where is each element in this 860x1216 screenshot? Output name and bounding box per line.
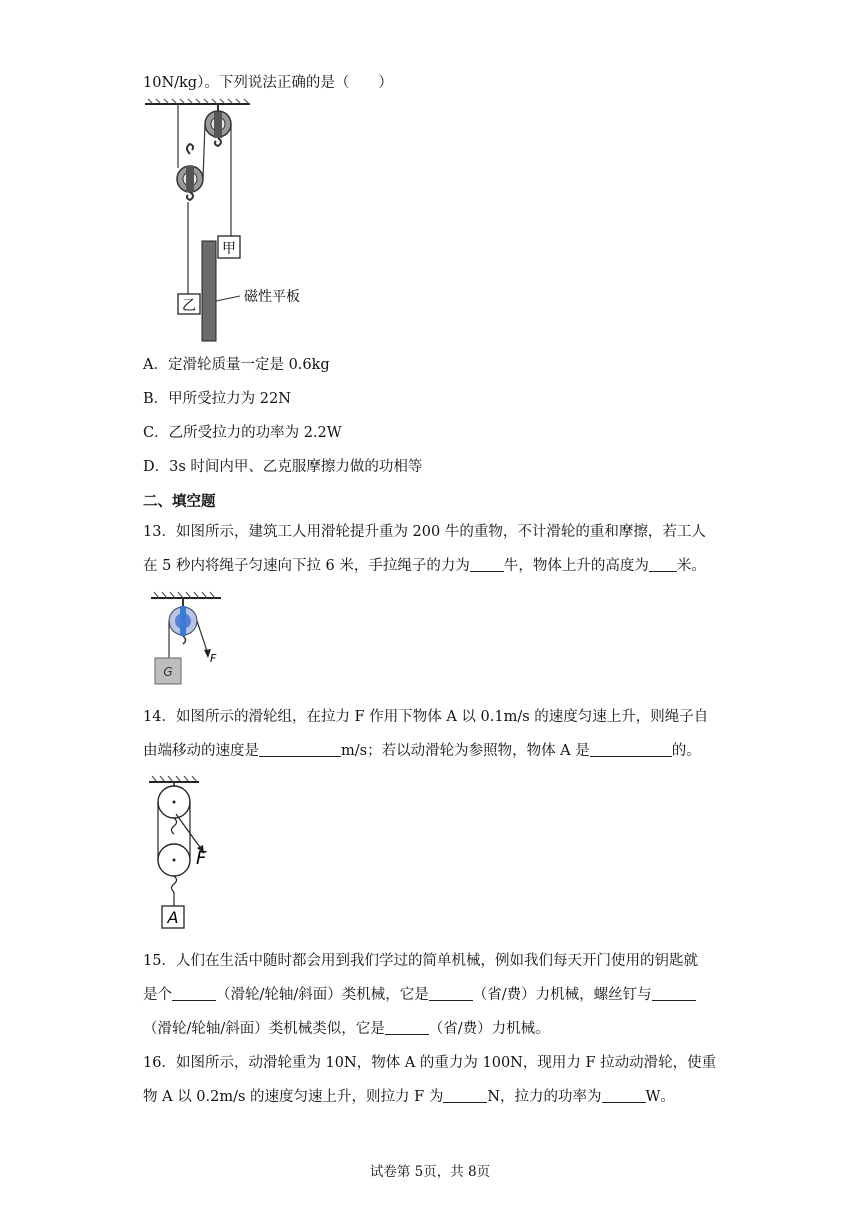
q15-blank-screw-force[interactable] [385,1020,429,1035]
q14-blank-speed[interactable] [259,742,341,757]
q14-text-a: 由端移动的速度是 [143,743,259,759]
page-footer: 试卷第 5页，共 8页 [369,1164,491,1180]
q16-text-c: W。 [645,1089,675,1105]
option-a: A．定滑轮质量一定是 0.6kg [143,357,330,373]
q15-blank-key-force[interactable] [429,986,473,1001]
q15-line1: 15．人们在生活中随时都会用到我们学过的简单机械，例如我们每天开门使用的钥匙就 [143,953,698,969]
q13-label-g: G [163,665,173,679]
q16-line1: 16．如图所示，动滑轮重为 10N，物体 A 的重力为 100N，现用力 F 拉动动滑轮，使重 [143,1055,717,1071]
q16-line2 [143,1087,675,1107]
q13-text-c: 米。 [676,558,706,574]
option-d: D．3s 时间内甲、乙克服摩擦力做的功相等 [143,459,423,475]
q15-blank-key-type[interactable] [172,986,216,1001]
option-c: C．乙所受拉力的功率为 2.2W [143,425,342,441]
q12-tail-text: 10N/kg）。下列说法正确的是（ ） [143,75,393,91]
q14-figure [144,772,234,932]
q15-text-a: 是个 [143,987,172,1003]
q13-blank-force[interactable] [470,557,504,572]
q14-blank-motion[interactable] [590,742,672,757]
label-yi: 乙 [182,298,196,314]
q14-text-c: 的。 [671,743,701,759]
q14-label-a: A [167,908,179,927]
q15-text-c: （省/费）力机械，螺丝钉与 [472,987,652,1003]
q16-blank-force[interactable] [443,1088,487,1103]
option-b: B．甲所受拉力为 22N [143,391,291,407]
q13-blank-height[interactable] [649,557,677,572]
q14-text-b: m/s；若以动滑轮为参照物，物体 A 是 [341,743,590,759]
label-board: 磁性平板 [244,289,300,305]
q15-text-b: （滑轮/轮轴/斜面）类机械，它是 [216,987,429,1003]
q16-text-a: 物 A 以 0.2m/s 的速度匀速上升，则拉力 F 为 [143,1089,444,1105]
q13-figure [146,588,236,688]
q13-line2 [143,556,706,576]
q13-text-b: 牛，物体上升的高度为 [503,558,649,574]
q14-line1: 14．如图所示的滑轮组，在拉力 F 作用下物体 A 以 0.1m/s 的速度匀速上升，则绳子自 [143,709,709,725]
q13-label-f: F [210,652,217,665]
q15-text-d: （滑轮/轮轴/斜面）类机械类似，它是 [143,1021,385,1037]
q16-text-b: N，拉力的功率为 [487,1089,602,1105]
q15-line3 [143,1019,550,1039]
label-jia: 甲 [222,241,236,257]
q13-text-a: 在 5 秒内将绳子匀速向下拉 6 米，手拉绳子的力为 [143,558,470,574]
q15-blank-screw-type[interactable] [652,986,696,1001]
q14-line2 [143,741,701,761]
section-title: 二、填空题 [143,494,216,510]
q15-line2 [143,985,696,1005]
q16-blank-power[interactable] [602,1088,646,1103]
q12-figure [140,96,340,346]
q15-text-e: （省/费）力机械。 [428,1021,550,1037]
q14-label-f: F [196,848,207,869]
q13-line1: 13．如图所示，建筑工人用滑轮提升重为 200 牛的重物，不计滑轮的重和摩擦，若工人 [143,524,706,540]
